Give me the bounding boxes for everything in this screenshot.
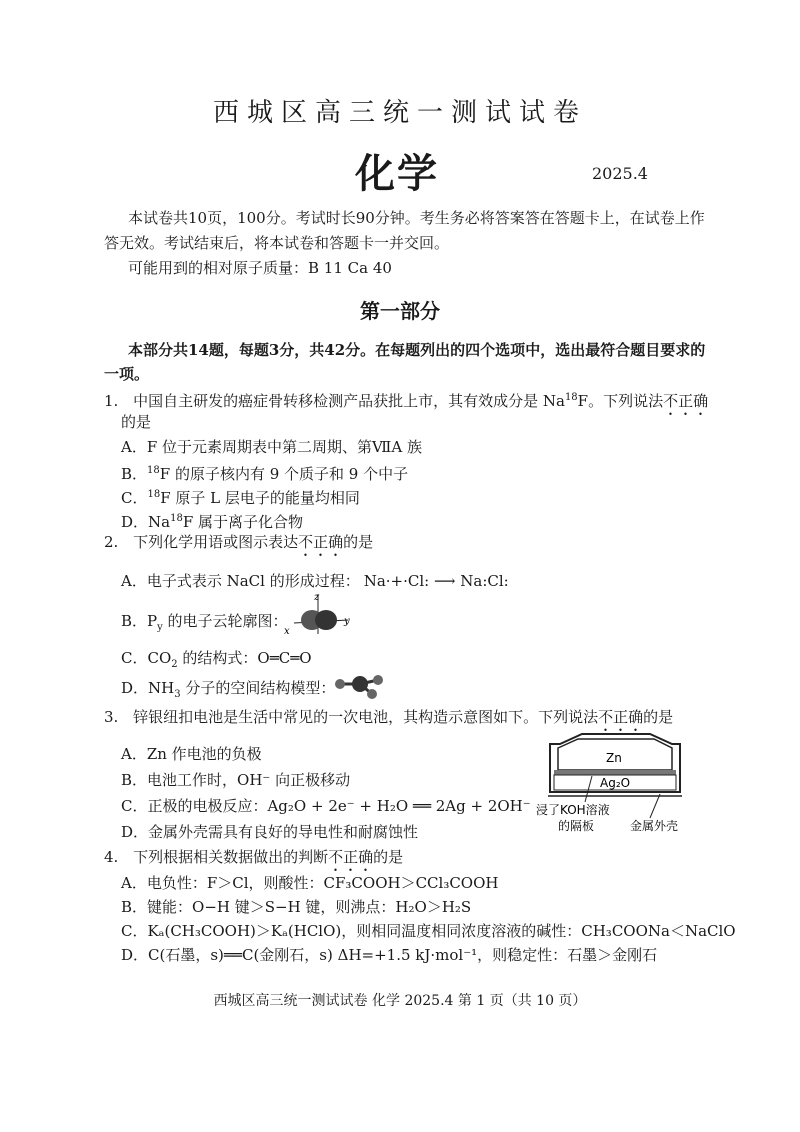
option-label: B． [121, 465, 148, 483]
option-label: C．CO [121, 649, 172, 667]
emphasis-not-correct: 不正确 [298, 533, 344, 551]
axis-z-label: z [314, 592, 320, 603]
question-4-option-a[interactable]: A．电负性：F＞Cl，则酸性：CF₃COOH＞CCl₃COOH [121, 874, 499, 892]
exam-title: 西城区高三统一测试试卷 [212, 98, 587, 128]
question-1-stem [104, 387, 708, 419]
question-3-option-c[interactable]: C．正极的电极反应：Ag₂O + 2e⁻ + H₂O ══ 2Ag + 2OH⁻ [121, 797, 531, 815]
question-3-option-d[interactable]: D．金属外壳需具有良好的导电性和耐腐蚀性 [121, 823, 419, 841]
zn-label: Zn [606, 751, 622, 765]
emphasis-not-correct: 不正确 [598, 708, 644, 726]
hydrogen-atom [335, 679, 345, 689]
hydrogen-atom [373, 675, 383, 685]
mass-number: 18 [147, 465, 160, 476]
part-intro-line-2: 一项。 [104, 365, 150, 383]
hydrogen-atom [367, 689, 377, 699]
question-3-option-b[interactable]: B．电池工作时，OH⁻ 向正极移动 [121, 771, 351, 789]
option-label: D．Na [121, 513, 171, 531]
formula-subscript: 2 [171, 659, 178, 670]
button-cell-diagram [530, 730, 700, 840]
question-2-option-d[interactable] [121, 677, 335, 706]
stem-text: 锌银纽扣电池是生活中常见的一次电池，其构造示意图如下。下列说法 [133, 708, 599, 726]
emphasis-not-correct: 不正确 [663, 392, 709, 410]
question-2-option-b[interactable] [121, 610, 288, 639]
stem-text-2: 的是 [643, 708, 674, 726]
shell-label: 金属外壳 [630, 819, 679, 833]
option-text: F 原子 L 层电子的能量均相同 [160, 489, 360, 507]
question-4-option-c[interactable]: C．Kₐ(CH₃COOH)＞Kₐ(HClO)，则相同温度相同浓度溶液的碱性：CH₃COONa＜NaClO [121, 922, 736, 940]
question-2-option-a[interactable] [121, 570, 509, 592]
option-text: 的电子云轮廓图： [162, 612, 288, 630]
instructions-line-2: 答无效。考试结束后，将本试卷和答题卡一并交回。 [104, 234, 450, 252]
exam-date: 2025.4 [592, 164, 648, 183]
question-4-stem [104, 846, 403, 875]
stem-text-2: F。下列说法 [577, 392, 664, 410]
question-1-stem-line-2: 的是 [121, 413, 152, 431]
nh3-ball-stick-model [332, 670, 388, 700]
formula-subscript: 3 [174, 689, 181, 700]
question-4-option-b[interactable]: B．键能：O−H 键＞S−H 键，则沸点：H₂O＞H₂S [121, 898, 472, 916]
p-orbital-diagram [282, 590, 354, 640]
stem-text: 下列根据相关数据做出的判断 [133, 848, 329, 866]
nitrogen-atom [352, 676, 368, 692]
question-4-option-d[interactable]: D．C(石墨，s)══C(金刚石，s) ΔH=+1.5 kJ·mol⁻¹，则稳定性：石墨＞金刚石 [121, 946, 658, 964]
question-3-option-a[interactable]: A．Zn 作电池的负极 [121, 745, 262, 763]
question-1-option-a[interactable]: A．F 位于元素周期表中第二周期、第ⅦA 族 [121, 438, 422, 456]
shell-pointer [650, 794, 660, 818]
mass-number: 18 [147, 489, 161, 500]
axis-x-label: x [284, 626, 290, 637]
question-number: 1. [104, 392, 119, 410]
orbital-subscript: y [157, 622, 163, 633]
option-label: B．P [121, 612, 158, 630]
separator-label-line-2: 的隔板 [558, 819, 595, 833]
option-label: D．NH [121, 679, 175, 697]
emphasis-not-correct: 不正确 [328, 848, 374, 866]
question-1-option-d[interactable] [121, 508, 303, 533]
atomic-mass-note: 可能用到的相对原子质量：B 11 Ca 40 [128, 259, 392, 277]
instructions-line-1: 本试卷共10页，100分。考试时长90分钟。考生务必将答案答在答题卡上，在试卷上作 [128, 209, 705, 227]
page-footer: 西城区高三统一测试试卷 化学 2025.4 第 1 页（共 10 页） [213, 993, 587, 1009]
question-number: 3. [104, 708, 119, 726]
part-intro-line-1: 本部分共14题，每题3分，共42分。在每题列出的四个选项中，选出最符合题目要求的 [128, 341, 706, 359]
option-text: F 属于离子化合物 [182, 513, 304, 531]
option-text: 分子的空间结构模型： [180, 679, 336, 697]
separator-pointer [585, 776, 592, 802]
question-2-option-c[interactable] [121, 647, 312, 676]
axis-y-label: y [344, 616, 350, 627]
separator-label-line-1: 浸了KOH溶液 [536, 803, 610, 817]
stem-text-2: 的是 [373, 848, 404, 866]
option-text: F 的原子核内有 9 个质子和 9 个中子 [159, 465, 409, 483]
option-label: C． [121, 489, 148, 507]
mass-number: 18 [170, 513, 183, 524]
question-1-option-c[interactable] [121, 484, 360, 509]
question-number: 2. [104, 533, 119, 551]
orbital-lobe-right [315, 610, 337, 630]
option-text: 的结构式：O═C═O [177, 649, 312, 667]
electron-dot-formula: Na·+·Cl: ⟶ Na:Cl: [363, 572, 509, 590]
stem-text: 下列化学用语或图示表达 [133, 533, 299, 551]
question-1-option-b[interactable] [121, 460, 408, 485]
subject-title: 化学 [355, 150, 439, 197]
ag2o-label: Ag₂O [600, 776, 631, 790]
separator [554, 770, 676, 775]
part-title: 第一部分 [360, 299, 440, 323]
question-2-stem [104, 531, 373, 560]
option-text: A．电子式表示 NaCl 的形成过程： [121, 572, 360, 590]
stem-text-2: 的是 [343, 533, 374, 551]
stem-text: 中国自主研发的癌症骨转移检测产品获批上市，其有效成分是 Na [133, 392, 565, 410]
question-number: 4. [104, 848, 119, 866]
mass-number: 18 [564, 392, 578, 403]
